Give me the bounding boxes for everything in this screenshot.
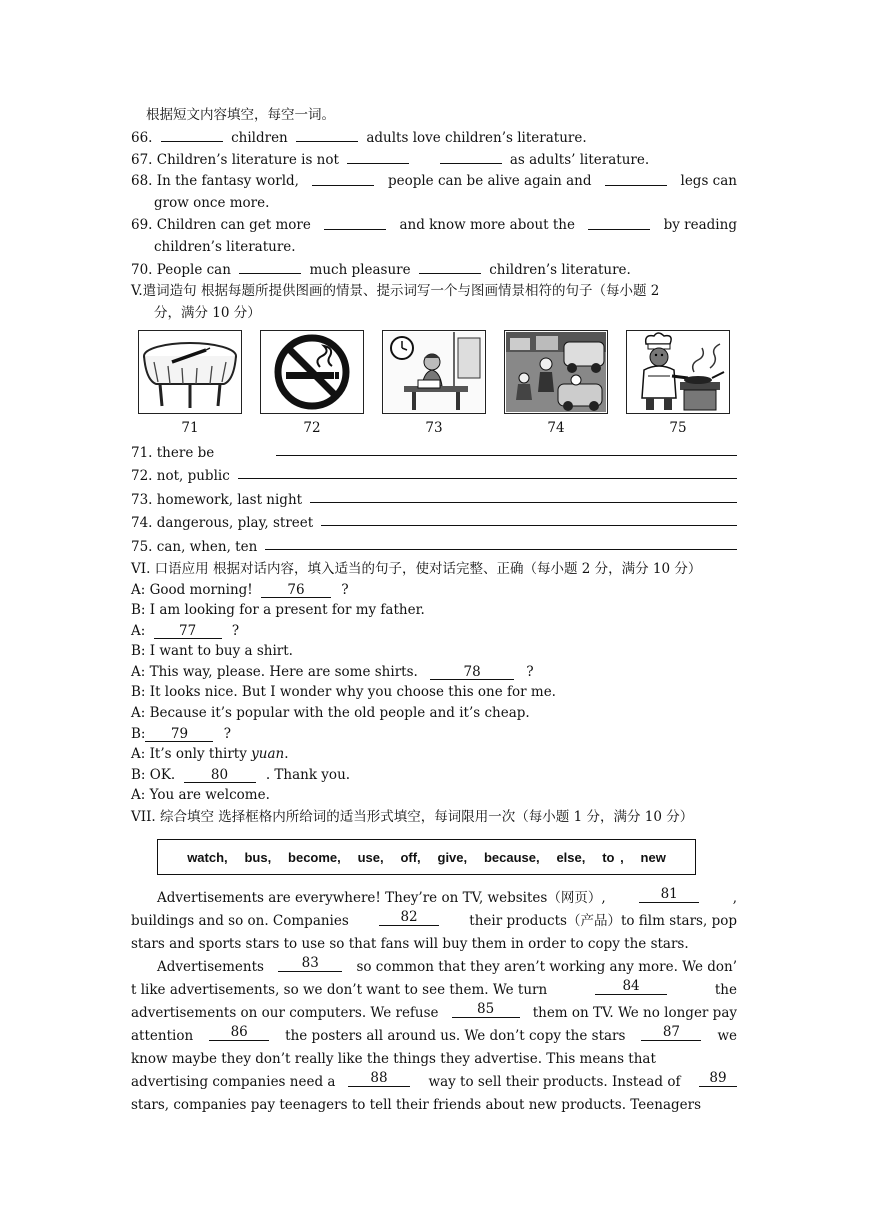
answer-blank[interactable] bbox=[347, 148, 409, 164]
dialog-line: A: 77 ? bbox=[131, 622, 240, 639]
cloze-blank-85[interactable]: 85 bbox=[452, 1002, 520, 1018]
question-68-cont: grow once more. bbox=[154, 195, 270, 211]
dialog-line: B: OK. 80 . Thank you. bbox=[131, 766, 351, 783]
cloze-blank-86[interactable]: 86 bbox=[209, 1025, 269, 1041]
question-67: 67. Children’s literature is not as adults’ literature. bbox=[131, 148, 737, 170]
sentence-row-71: 71. there be bbox=[131, 437, 737, 461]
fill-instruction: 根据短文内容填空，每空一词。 bbox=[146, 107, 335, 123]
sentence-row-73: 73. homework, last night bbox=[131, 484, 737, 508]
cloze-blank-88[interactable]: 88 bbox=[348, 1071, 410, 1087]
answer-blank[interactable] bbox=[605, 170, 667, 186]
dialog-line: A: This way, please. Here are some shirts. 78 ? bbox=[131, 663, 534, 680]
sentence-input-75[interactable] bbox=[265, 535, 737, 550]
question-68: 68. In the fantasy world, people can be alive again and legs can bbox=[131, 170, 737, 192]
sentence-row-72: 72. not, public bbox=[131, 461, 737, 485]
question-69: 69. Children can get more and know more about the by reading bbox=[131, 214, 737, 236]
dialog-line: B: I am looking for a present for my father. bbox=[131, 602, 425, 619]
answer-blank[interactable] bbox=[588, 214, 650, 230]
section-6-title: VI. 口语应用 根据对话内容，填入适当的句子，使对话完整、正确（每小题 2 分，满分 10 分） bbox=[131, 560, 702, 577]
answer-blank[interactable] bbox=[239, 258, 301, 274]
word-box: watch, bus, become, use, off, give, because, else, to , new bbox=[157, 839, 696, 875]
chef-cooking-icon bbox=[628, 332, 728, 412]
sentence-input-71[interactable] bbox=[276, 441, 737, 456]
dialog-blank-76[interactable]: 76 bbox=[261, 583, 331, 598]
sentence-input-72[interactable] bbox=[238, 464, 737, 479]
picture-72: 72 bbox=[259, 330, 365, 437]
answer-blank[interactable] bbox=[440, 148, 502, 164]
picture-74: 74 bbox=[503, 330, 609, 437]
answer-blank[interactable] bbox=[312, 170, 374, 186]
dialog-line: A: It’s only thirty yuan. bbox=[131, 746, 289, 763]
sentence-row-74: 74. dangerous, play, street bbox=[131, 508, 737, 532]
question-70: 70. People can much pleasure children’s literature. bbox=[131, 258, 737, 280]
answer-blank[interactable] bbox=[419, 258, 481, 274]
dialog-line: B: It looks nice. But I wonder why you choose this one for me. bbox=[131, 684, 556, 701]
dialog-line: B: I want to buy a shirt. bbox=[131, 643, 293, 660]
dialog-blank-79[interactable]: 79 bbox=[145, 727, 213, 742]
question-66: 66. children adults love children’s literature. bbox=[131, 126, 737, 148]
section-5-title-cont: 分，满分 10 分） bbox=[154, 305, 261, 321]
question-69-cont: children’s literature. bbox=[154, 239, 296, 255]
answer-blank[interactable] bbox=[296, 126, 358, 142]
picture-row bbox=[131, 330, 737, 437]
dialog-line: A: Because it’s popular with the old people and it’s cheap. bbox=[131, 705, 530, 722]
section-7-title: VII. 综合填空 选择框格内所给词的适当形式填空，每词限用一次（每小题 1 分，满分 10 分） bbox=[131, 809, 694, 826]
no-smoking-icon bbox=[262, 332, 362, 412]
children-street-icon bbox=[506, 332, 606, 412]
dialog-line: A: Good morning! 76 ? bbox=[131, 581, 349, 598]
cloze-blank-81[interactable]: 81 bbox=[639, 887, 699, 903]
section-5-title: V.遣词造句 根据每题所提供图画的情景、提示词写一个与图画情景相符的句子（每小题 2 bbox=[131, 283, 660, 299]
dialog-blank-78[interactable]: 78 bbox=[430, 665, 514, 680]
dialog-line: B: 79 ? bbox=[131, 725, 232, 742]
cloze-blank-89[interactable]: 89 bbox=[699, 1071, 737, 1087]
picture-73: 73 bbox=[381, 330, 487, 437]
dialog-line: A: You are welcome. bbox=[131, 787, 270, 804]
table-pen-icon bbox=[140, 332, 240, 412]
picture-75: 75 bbox=[625, 330, 731, 437]
sentence-row-75: 75. can, when, ten bbox=[131, 531, 737, 555]
cloze-passage: Advertisements are everywhere! They’re on TV, websites（网页）, 81 , buildings and so on. Companies 82 their products（产品）to film stars, pop stars and sports stars to use so that fans will buy them in order to copy the stars. Advertisements 83 so common that they aren’t working any more. We don’ t like advertisements, so we don’t want to see them. We turn 84 the advertisements on our computers. We refuse 85 them on TV. We no longer pay attention 86 the posters all around us. We don’t copy the stars 87 we know maybe they don’t really like the things they advertise. This means that advertising companies need a 88 way to sell their products. Instead of 89 stars, companies pay teenagers to tell their friends about new products. Teenagers bbox=[131, 886, 737, 1114]
dialog-blank-80[interactable]: 80 bbox=[184, 768, 256, 783]
cloze-blank-82[interactable]: 82 bbox=[379, 910, 439, 926]
answer-blank[interactable] bbox=[324, 214, 386, 230]
boy-homework-icon bbox=[384, 332, 484, 412]
cloze-blank-83[interactable]: 83 bbox=[278, 956, 342, 972]
sentence-input-74[interactable] bbox=[321, 511, 737, 526]
picture-71: 71 bbox=[137, 330, 243, 437]
worksheet-page bbox=[131, 104, 737, 1117]
answer-blank[interactable] bbox=[161, 126, 223, 142]
cloze-blank-87[interactable]: 87 bbox=[641, 1025, 701, 1041]
dialog-blank-77[interactable]: 77 bbox=[154, 624, 222, 639]
sentence-input-73[interactable] bbox=[310, 488, 737, 503]
cloze-blank-84[interactable]: 84 bbox=[595, 979, 667, 995]
